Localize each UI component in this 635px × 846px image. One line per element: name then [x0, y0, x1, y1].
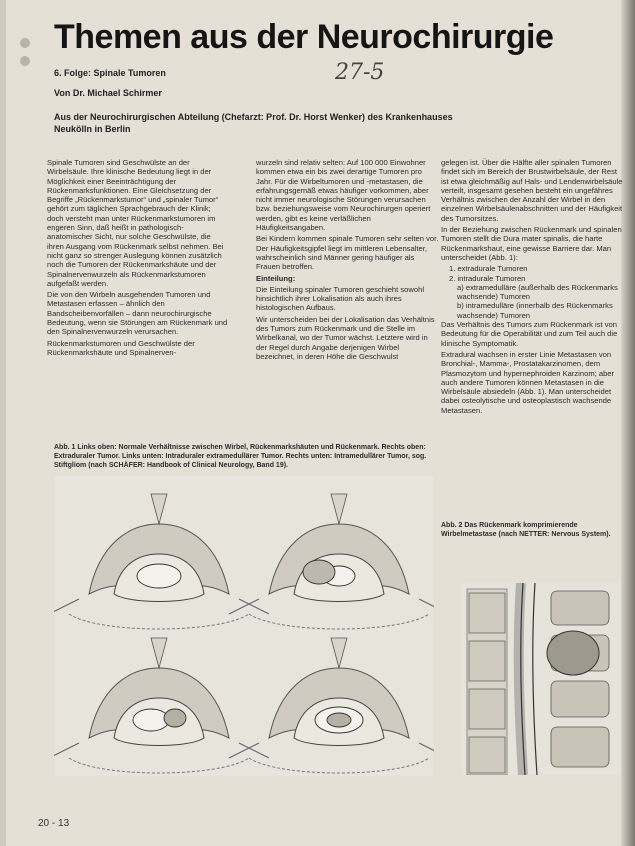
classification-list [441, 264, 626, 320]
text-column-3 [441, 158, 626, 417]
handwritten-note: 27-5 [335, 60, 385, 85]
figure-1-vertebra-illustrations [54, 476, 434, 776]
journal-page [10, 0, 623, 846]
affiliation: Aus der Neurochirurgischen Abteilung (Chefarzt: Prof. Dr. Horst Wenker) des Krankenhauses Neukölln in Berlin [54, 112, 453, 135]
paragraph: Wir unterscheiden bei der Lokalisation das Verhältnis des Tumors zum Rückenmark und die Stelle im Wirbelkanal, wo der Tumor wächst. Letztere wird in der Regel durch Angabe derjenigen Wirbel bezeichnet, in deren Höhe die Geschwulst [256, 314, 435, 361]
text-column-2 [256, 158, 439, 363]
figure-1-drawing [54, 476, 434, 776]
paragraph: Bei Kindern kommen spinale Tumoren sehr selten vor. Der Häufigkeitsgipfel liegt im mittleren Lebensalter, wahrscheinlich sind Männer gering häufiger als Frauen betroffen. [256, 234, 439, 272]
list-item: a) extramedulläre (außerhalb des Rückenmarks wachsende) Tumoren [457, 282, 618, 302]
section-heading: Einteilung: [256, 273, 296, 283]
article-title: Themen aus der Neurochirurgie [54, 18, 554, 56]
punch-hole [20, 56, 30, 66]
paragraph: Extradural wachsen in erster Linie Metastasen von Bronchial-, Mamma-, Prostatakarzinomen, dem Plasmozytom und hypernephroiden Karzinom; aber auch andere Tumoren können Metastasen in die Wirbelsäule absiedeln (Abb. 1). Man unterscheidet dabei osteolytische und osteoplastisch wachsende Metastasen. [441, 349, 615, 415]
figure-1-caption: Abb. 1 Links oben: Normale Verhältnisse zwischen Wirbel, Rückenmarkshäuten und Rückenmark. Rechts oben: Extraduraler Tumor. Links unten: Intraduraler extramedullärer Tumor. Rechts unten: Intramedullärer Tumor, sog. Stiftgliom (nach SCHÄFER: Handbook of Clinical Neurology, Band 19). [54, 444, 427, 469]
list-item: 1. extradurale Tumoren [449, 264, 528, 274]
paragraph: In der Beziehung zwischen Rückenmark und spinalen Tumoren stellt die Dura mater spinalis, die harte Rückenmarkshaut, eine gewisse Barriere dar. Man unterscheidet (Abb. 1): [441, 225, 622, 262]
scan-edge-left [0, 0, 6, 846]
paragraph: Rückenmarkstumoren und Geschwülste der Rückenmarkshäute und Spinalnerven- [47, 338, 195, 357]
paragraph: Die von den Wirbeln ausgehenden Tumoren und Metastasen erfassen – ähnlich den Bandscheibenvorfällen – dann neurochirurgische Bedeutung, wenn sie Störungen am Rückenmark und den Spinalnervenwurzeln verursachen. [47, 290, 228, 337]
text-column-1 [47, 158, 229, 359]
paragraph: wurzeln sind relativ selten: Auf 100 000 Einwohner kommen etwa ein bis zwei derartige Tumoren pro Jahr. Für die Wirbeltumoren und -metastasen, die erfahrungsgemäß etwas häufiger vorkommen, aber nicht immer neurologische Störungen verursachen bzw. beziehungsweise vom Neurochirurgen operiert werden, gibt es keine verläßlichen Häufigkeitsangaben. [256, 158, 431, 233]
series-line: 6. Folge: Spinale Tumoren [54, 68, 166, 78]
page-number: 20 - 13 [38, 818, 70, 829]
list-item: b) intramedulläre (innerhalb des Rückenmarks wachsende) Tumoren [457, 301, 613, 320]
paragraph: Das Verhältnis des Tumors zum Rückenmark ist von Bedeutung für die Operabilität und zum Teil auch die klinische Symptomatik. [441, 320, 618, 348]
author-line: Von Dr. Michael Schirmer [54, 88, 162, 98]
paragraph: gelegen ist. Über die Hälfte aller spinalen Tumoren findet sich im Bereich der Brustwirbelsäule, der Rest ist etwa gleichmäßig auf Hals- und Lendenwirbelsäule verteilt, insgesamt gesehen besteht ein ungefähres Verhältnis zwischen der Anzahl der Wirbel in den einzelnen Wirbelsäulenabschnitten und der Häufigkeit des Tumorsitzes. [441, 158, 623, 223]
figure-2-drawing [461, 583, 621, 775]
scan-edge-right [621, 0, 635, 846]
figure-2-caption: Abb. 2 Das Rückenmark komprimierende Wirbelmetastase (nach NETTER: Nervous System). [441, 522, 611, 538]
figure-2-spine-illustration [461, 583, 621, 775]
paragraph: Die Einteilung spinaler Tumoren geschieht sowohl hinsichtlich ihrer Lokalisation als auch ihres histologischen Aufbaus. [256, 284, 425, 313]
list-item: 2. intradurale Tumoren [449, 273, 526, 283]
paragraph: Spinale Tumoren sind Geschwülste an der Wirbelsäule. Ihre klinische Bedeutung liegt in der Möglichkeit einer Beeinträchtigung der Rückenmarksfunktionen. Eine Gleichsetzung der Begriffe „Rückenmarkstumor“ und „spinaler Tumor“ gehört zum täglichen Sprachgebrauch der Klinik; doch versteht man unter Rückenmarkstumoren im engeren Sinn, daß heißt in pathologisch-anatomischer Sicht, nur solche Geschwülste, die ihren Ausgang vom Rückenmark selbst nehmen. Bei nicht ganz so strenger Auslegung können zusätzlich noch die Tumoren der Rückenmarkshäute und der Spinalnervenwurzeln als Rückenmarkstumoren aufgefaßt werden. [47, 158, 224, 288]
punch-hole [20, 38, 30, 48]
